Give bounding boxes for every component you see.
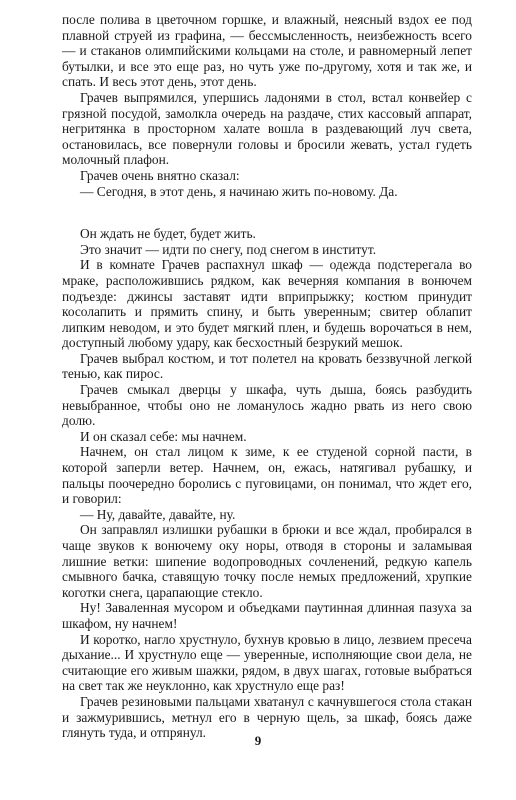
text-section-2 [62,226,472,741]
paragraph: Начнем, он стал лицом к зиме, к ее студеной сорной пасти, в которой заперли ветер. Начнем, он, ежась, натягивал рубашку, и пальцы поочередно боролись с пуговицами, он понимал, что ждет его, и говорил: [62,444,472,507]
paragraph: Это значит — идти по снегу, под снегом в институт. [80,241,377,257]
paragraph: И в комнате Грачев распахнул шкаф — одежда подстерегала во мраке, расположившись рядком, как вечерняя компания в вонючем подъезде: джинсы заставят идти вприпрыжку; костюм принудит косолапить и прямить спину, и быть уверенным; свитер облапит липким неводом, и это будет мягкий плен, и будешь ворочаться в нем, доступный любому удару, как бесхостный безрукий мешок. [62,257,472,351]
paragraph: И он сказал себе: мы начнем. [80,428,247,444]
section-gap [62,199,472,226]
page-number: 9 [254,733,262,748]
paragraph: — Сегодня, в этот день, я начинаю жить по-новому. Да. [80,183,398,199]
paragraph: — Ну, давайте, давайте, ну. [80,506,236,522]
text-section-1 [62,12,472,199]
paragraph: Он ждать не будет, будет жить. [80,226,256,242]
paragraph: после полива в цветочном горшке, и влажный, неясный вздох ее под плавной струей из графина, — бессмысленность, неизбежность всего — и стаканов олимпийскими кольцами на столе, и равномерный лепет бутылки, и все это еще раз, но чуть уже по-другому, хотя и так же, и спать. И весь этот день, этот день. [62,12,472,90]
paragraph: Грачев резиновыми пальцами хватанул с качнувшегося стола стакан и зажмурившись, метнул его в черную щель, за шкаф, боясь даже глянуть туда, и отпрянул. [62,693,472,741]
paragraph: Грачев очень внятно сказал: [80,167,240,183]
paragraph: И коротко, нагло хрустнуло, бухнув кровью в лицо, лезвием пресеча дыхание... И хрустнуло еще — уверенные, исполняющие свои дела, не считающие его живым шажки, рядом, в двух шагах, готовые выбраться на свет так же неуклонно, как хрустнуло еще раз! [62,631,472,694]
paragraph: Грачев смыкал дверцы у шкафа, чуть дыша, боясь разбудить невыбранное, чтобы оно не ломанулось жадно рвать из него свою долю. [62,382,472,429]
paragraph: Он заправлял излишки рубашки в брюки и все ждал, пробирался в чаще звуков к вонючему оку норы, отводя в стороны и заламывая лишние ветки: шипение водопроводных сочленений, редкую капель смывного бачка, ставящую точку после немых предложений, хрупкие коготки снега, царапающие стекло. [62,522,472,600]
paragraph: Ну! Заваленная мусором и объедками паутинная длинная пазуха за шкафом, ну начнем! [62,600,472,631]
paragraph: Грачев выпрямился, упершись ладонями в стол, встал конвейер с грязной посудой, замолкла очередь на раздаче, стих кассовый аппарат, негритянка в просторном халате вошла в раздевающий луч света, остановилась, все повернули головы и бросили жевать, устал гудеть молочный плафон. [62,89,472,168]
paragraph: Грачев выбрал костюм, и тот полетел на кровать беззвучной легкой тенью, как пирос. [62,350,472,382]
